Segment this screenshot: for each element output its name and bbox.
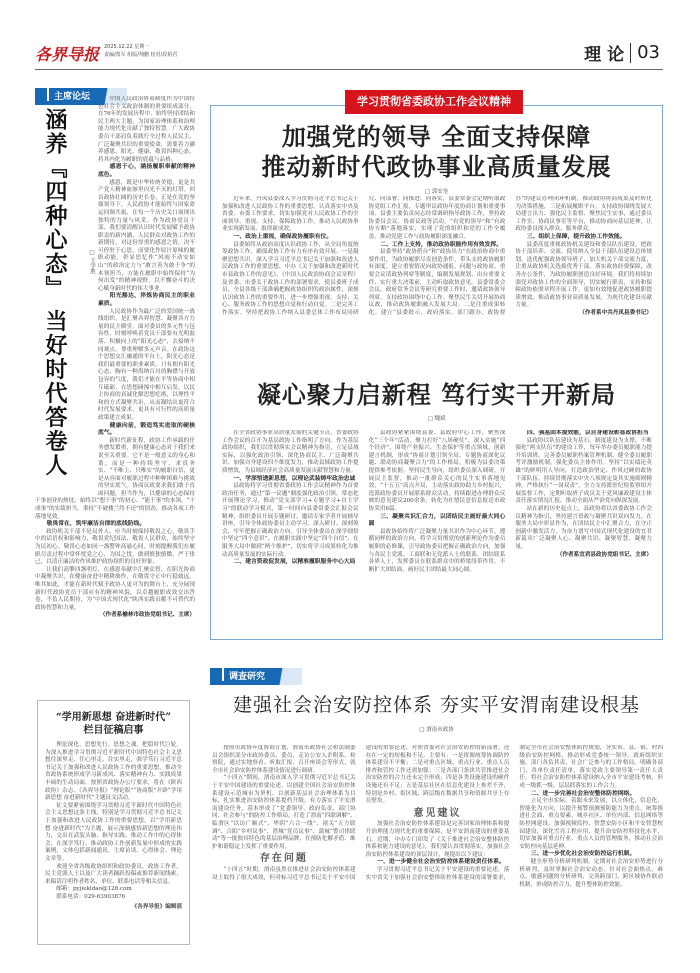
subheading: 三、凝聚共识汇合力，以团结民主画好最大同心圆 [368,513,506,528]
paragraph: 学习贯彻习近平总书记关于平安建设的重要论述，落实中省关于加强社会治安整体防控体系建设的部署要求，制定全市社会治安整体防控规划，夯实市、县、镇、村四级治安防控网格，推动形成党委统一领导、政府组织实施、部门各负其责、社会广泛参与的工作格局。明确各部门、各单位责任清单，落实党政主要领导第一责任人责任，将社会治安防控体系建设纳入全市平安建设考核，形成一级抓一级、层层抓落实的工作合力。 [365,745,663,881]
article-title: 涵养『四种心态』 当好时代答卷人 [42,108,68,478]
article1-body [222,196,652,374]
article3-body [212,745,663,967]
notice-phone: 联系电话：029-63903876 [56,893,126,900]
paragraph: 欢迎全省各级政协组织和政协委员、政协工作者、民主党派人士以及广大读者踊跃投稿或推荐新闻线索，来稿请注明作者姓名、单位、联系电话等相关信息。 [45,863,182,885]
article3-header [210,690,663,733]
article3-title: 建强社会治安防控体系 夯实平安渭南建设根基 [232,694,641,716]
subheading: 一、学深悟透新思想，以理论武装铸牢政治忠诚 [233,475,356,482]
article-body [35,96,195,666]
paragraph: 在全省政协事业高质量发展的关键节点，省委政协工作会议的召开为基层政协工作指明了方向。作为基层政协组织，我们以贯彻落实会议精神为指引，立足县域实际，以强化政治引领、深化协商民主、广泛凝聚共识、加强自身建设四个维度发力，推动县域政协工作提质增效，为县域经济社会高质量发展贡献智慧和力量。 [222,430,359,474]
article1-title-line2: 推动新时代政协事业高质量发展 [261,152,612,181]
article2-header [215,380,658,422]
notice-body [45,742,182,886]
section-heading: 存在问题 [259,853,308,865]
paragraph: 县委坚持“政协搭台”和“政协出力”在政治协商中重要作用，为政协履职尽责创造条件，带头支持政协履职有深度。建立重要情况向政协通报、问题与政协商、重要会议请政协列席等制度，编制发展规划、出台重要文件、实行重大决策前，主动听取政协意见。县委常委会会议、政府常务会议等研究重要工作时，邀请政协领导列席，支持政协围绕中心工作、聚焦民生关切开展协商议政，推动政协履职融入发展大局。二是注重成果转化。建立“县委批示、政府落实、部门跟办、政协督办”的建议办理闭环机制，推动政协协商成果及时转化为决策措施。三是拓展履职平台，支持政协围绕发展大局建言出力、强化民主监督、聚焦民生实事，通过委员工作室、协商议事室等平台，推动协商向基层延伸，让政协委员深入群众、服务群众。 [368,196,652,316]
subheading: 一、政治上重视，确保政协履职有位。 [233,233,333,240]
paragraph: 近年来，丹凤县委深入学习贯彻习近平总书记关于加强和改进人民政协工作的重要思想，认真落实中央及省委、市委工作要求，切实加强党对人民政协工作的全面领导，重视、支持、保障政协工作，推动人民政协事业实现新发展、取得新成效。 [222,196,359,233]
paragraph: 理论深化，思想先行。思想之魂，把稳时代巨轮。为深入推进学习贯彻习近平新时代中国特色社会主义思想往深里走、往心里走、往实里走，强学笃行习近平总书记关于加强和改进人民政协工作的重要思想，推动全省政协系统形成学习新成风、落实精神有力、实践成果丰硕的生动局面，按照省政协办公厅要求，将在《陕西政协》杂志、《各界导报》“理论版”“协商版”开辟“学用新思想 奋进新时代”主题征文活动。 [45,742,182,802]
paragraph: 让我们高擎四盏明灯，在感恩奉献中汇聚众智，在阳光协商中凝聚共识，在健康奋进中精耕细作，在敬畏守正中行稳致远。唯其如此，才能在新时代赋予政协人更可为的舞台上，充分展现新时代政协党员干部应有的精神风貌，以卓越履职成效交出答卷，不负人民期待，为“中国式现代化”陕西实践贡献不可替代的政协智慧和力量。 [35,566,195,611]
masthead-logo: 各界导报 [35,45,100,64]
section-heading: 意见建议 [413,807,462,819]
subheading: 三、进一步优化社会治安防控运行机制。 [530,851,636,858]
article2-body [222,430,652,633]
article2-author: □ 魏斌 [427,416,446,422]
paragraph: 健全形势分析研判机制，定期对社会治安形势进行分析研判，及时掌握社会治安动态，针对社会面热点、难点、敏感问题的分析研判，完善跨部门、跨区域协作联动机制，形成防控合力，提升整体防控效能。 [519,858,663,888]
author-byline: （作者系榆林市政协党组书记、主席） [99,612,195,619]
subheading: 一、进一步健全社会治安防控体系建设责任体系。 [377,859,505,866]
paragraph: 按照市政协年度协商计划，渭南市政协社会和法制委员会组织部分市政协委员、委员，走访公安入企附系、检察院，通过实地察看、听取汇报、召开座谈会等形式，就全市社会治安防控体系建设情况进行调研。 [212,745,356,774]
feature-kicker: 学习贯彻省委政协工作会议精神 [345,90,523,114]
subheading: 二、建言资政促发展，以精准履职服务中心大局 [233,559,356,566]
section-name: 理 论 [584,45,625,65]
issue-date: 2025.12.22 星期一 [104,44,150,50]
author-byline: （作者系中共丹凤县委书记） [579,309,652,316]
call-for-papers-box [37,700,190,945]
paragraph: 立足全市实际，着眼未来发展，以立体化、信息化、智能化为方向，以提升预警预测预防能力为重点，统筹推进社会面、重点要素、城乡社区、单位内部、信息网络等防控网建设，加强视频监控、智慧安防小区和平安智慧校园建设，深化雪亮工程应用，提升治安防控科技化水平，切实加强对重点行业、重点人员的管理服务，推动社会治安防控向基层延伸。 [519,798,663,850]
subheading: 二、工作上支持，推动政协职能作用有效发挥。 [380,241,502,248]
subheading: 感恩于心，涵扬履职奉献的精神底色。 [98,164,195,178]
header-rule [35,69,663,70]
column-tag-research: 调查研究 [210,668,302,685]
float-spacer [35,96,98,491]
paragraph: 县政协紧紧围绕县委、县政府中心工作，聚焦深化“三个年”活动，聚力打好“八场硬仗”，深入实施“四个经济”，围绕产业振兴、生态保护等重点领域，创新建言机制，形成“协商计划引领全局、专题协商深化议题、联动协商凝聚合力”的工作格局，积极为县委决策提供参考依据。坚持民生导向，组织委员深入调研，开展民主监督，推动一批群众关心的民生实事落地见效，“十五五”高点开局，主动落实政协助力乡村振兴，选派政协委员开展联系群众活动，持续跟进办理群众反映的意见建议200余条，转化为社情民意信息报送市政协采用6篇。 [368,430,506,512]
paragraph: 政协机关干部不是局外人，应当时刻保持敬畏之心，敬畏手中的话语权和影响力，敬畏党纪国法，敬畏人民群众，始终坚守为民初心。敬畏心态如同一盏警钟高悬心间，时刻提醒我们在履职尽责过程中常怀忧党之心、为国之忧，做到慎独慎微、严于律己，以清正廉洁的作风维护政协组织的良好形象。 [35,528,195,566]
subheading: 二、进一步完善社会治安整体防控网络。 [530,790,636,797]
paragraph: “十四五”时期，渭南虽然在推进社会治安防控体系建设上取得了很大成效，但对标习近平总书记关于平安中国建设的重要论述，对照省委对社会治安防控的新部署，还存在一定的短板和不足。主要有：一是资源统筹协调防控体系建设不平衡；二是对重点区域、重点行业、重点人员排查和管控工作还需加强；三是各部门条块共管推进社会治安防控的合力还未完全形成；四是各类设施建设的硬件设施还有不足；五是基层社区在信息化建设上参差不齐，特别是乡村、街区域、跨层级在数据共享和资源共享上存在壁垒。 [212,745,510,881]
paragraph: 加强社会治安防控体系建设是完善国家治理体系和提升治理能力现代化的重要保障，是平安渭南建设的重要基石。近期，中办专门印发了《关于推进社会治安整体防控体系和能力建设的意见》，我们要认真贯彻落实，加强社会治安防控体系建设的顶层设计，现提出以下建议： [365,821,510,858]
notice-signature: 《各界导报》编辑部 [131,904,182,911]
notice-subtitle: 栏目征稿启事 [83,725,144,736]
paragraph: 征文要紧密围绕学习贯彻习近平新时代中国特色社会主义思想这条主线，特别是学习贯彻习近平总书记关于加强和改进人民政协工作的重要思想，以“学用新思想 奋进新时代”为主题，展示深刻感悟新思想的理论伟力，交出在武装头脑、指导实践、推动工作中的心得体会，在深学笃行、推动政协工作创新发展中形成的实践案例，文体包括新闻通讯、主席访谈、心得体会、理论文章等。 [45,802,182,862]
paragraph: 人民政协作为最广泛的爱国统一战线组织，是汇聚各界智慧、凝聚各方力量的民主殿堂。面对委员的多元性与包容性，时刻呼唤着党员干部要有光明磊落、积极向上的“阳光心态”，去接纳不同观点，尊重理解多元声音。在政协这个思想交汇融通的平台上，阳光心态是我们最重要的职业素质。只有拥有阳光心态，胸有一种海纳百川的胸襟与开放包容的气度，我们才能在平等协商中相互砥砺，在思想碰撞中相互启发，以民主协商的真诚化解思想疙瘩，以理性平和的方式凝聚共识，从而凝结出更符合时代发展要求、更具有可行性的高质量政策建言成果。 [98,308,195,421]
article3-author: □ 渭南市政协 [419,727,454,733]
masthead-meta [104,43,177,59]
article-author: □ 王学胜 [89,250,95,275]
subheading: 敬畏常在，筑牢廉洁自律的底线防线。 [46,521,146,528]
paragraph: 站在新的历史起点上，县政协将以省委政协工作会议精神为指引，坚持建言资政与凝聚共识双向发力，在服务大局中彰显作为，在团结民主中汇聚合力，在守正创新中激发活力，为奋力谱写中国式现代化建设的宜君新篇章广泛凝聚人心、凝聚共识、凝聚智慧、凝聚力量。 [515,505,652,550]
subheading: 三、组织上保障，提升政协工作效能。 [526,233,626,240]
subheading: 四、强基固本提效能，以自身建设彰显政协担当 [526,430,649,436]
page-number: 03 [637,42,660,63]
article1-title-line1: 加强党的领导 全面支持保障 [281,122,592,151]
paragraph: 县委高度重视政协机关建设和委员队伍建设，把政协干部培养、交流、使用纳入全县干部队伍建设总体规划，选优配强政协领导班子，加大机关干部交流力度，注重从政协机关选拔优秀干部。落实政协经费保障，改善办公条件，为政协履职创造良好环境。我们将持续加强党对政协工作的全面领导，切实履行职责，支持和保障政协依照章程开展工作，更加有效地促进政协履职提质增效，推动政协事业高质量发展，为现代化建设贡献力量。 [515,241,652,309]
paragraph: 县政协以队伍建设为基石，制度建设为支撑，不断强化“两支队伍”的建设工作，每年举办委员履职能力提升培训班，完善委员履职档案管理机制，健全委员履职考评激励机制，强化委员主体作用。坚持“以实绩论英雄”的鲜明用人导向，打造政治坚定、作风过硬的政协干部队伍。持续贯彻落实中央八项规定及其实施细则精神，严格执行“一岗双责”，全力支持派驻纪检监察组开展监督工作，定期听取班子成员关于党风廉政建设主体责任落实情况汇报，推动全面从严治党向纵深发展。 [515,437,652,505]
subheading: 阳光豁达，淬炼协商民主的职业素质。 [98,293,195,308]
notice-title: “学用新思想 奋进新时代” [56,712,171,723]
editorial-staff: 责编/贾军 组版/翔鹏 校对/段裕君 [104,52,178,58]
paragraph: 新时代新征程，政协工作承载的任务愈发繁重，拥有健康心态对于我们来说至关重要。它不是一般意义的身心和谐，而是一种持续坚守、求真务实、“不唯上、只唯实”的履职自信，更是从容面对履职过程中种种困难与挑战的坚实底气。协商议政要求我们敢于直面问题，担当作为，以健康的心态保持干事创业的热忱，始终以“想干事”的初心、“能干事”的本领、“干成事”的实绩担当，秉持“不破楼兰终不还”的韧劲，推动各项工作落地见效。 [35,437,195,520]
article1-header [215,122,658,195]
page-section [584,40,660,65]
author-byline: （作者系宜君县政协党组书记、主席） [556,551,652,558]
divider [630,43,631,63]
paragraph: “十四五”期间，渭南市深入学习贯彻习近平总书记关于平安中国建设的重要论述，以创建全国社会治安防控体系建设示范城市为契机，以创新基层社会治理体系为目标，扎实推进治安防控体系提档升级，有力落实了平安渭南建设任务，基本形成了“党委领导、政府负责、部门协同、社会参与”的防控工作格局，打造了渭南“四联调解”、临渭区“以访广顺式”、华阴“六合一线”、潼关“五方联调”、合阳“乡村议事”、澄城“党员议事”、蒲城“警司律联动”等一批独具特色的基层治理品牌，在预防化解矛盾、维护和谐稳定上发挥了重要作用。 [212,775,356,850]
column-tag: 主席论坛 [35,88,127,105]
subheading: 健康向前，锻造笃实进取的硬核底气。 [98,422,195,437]
paragraph: 中国人民政治协商制度作为中国特色社会主义政治体制的重要组成部分，在76年的发展历程中，始终坚持团结和民主两大主题，为国家治理体系和治理能力现代化贡献了独特智慧。广大政协委员干部肩负着践行全过程人民民主、广泛凝聚共识的重要使命，需要着力涵养感恩、阳光、健康、敬畏四种心态，将其内化为履职的底蕴与品格。 [98,96,195,163]
notice-email[interactable]: 邮箱：pyjiekldao@126.com [56,886,132,893]
paragraph: 县政协将学习贯彻省委政协工作会议精神作为首要政治任务，通过“第一议题”制度强化政治引领，常态化开展理论学习，推动“党支部学习+专题学习+自主学习”的联动学习模式，第一时间向县委常委会汇报会议精神，组织委员开展专题研讨，邀请专家学者开展辅导讲座，引导全体政协委员主动学习、深入研讨、深刻领会，牢牢把握正确政治方向，引导全体委员在深学细悟中坚定“四个意识”、在履职实践中坚定“四个自信”、在服务大局中做到“两个维护”，切实将学习成果转化为推动高质量发展的实际行动。 [222,483,359,558]
paragraph: 感恩，既是中华传统美德，更是共产党人精神血脉里闪光不灭的灯塔。回首政协壮阔的历史长卷，正是在党的坚强领导下，人民政协才能始终与国家命运同频共振，在每一个历史关口展现出独特的力量与风采。作为政协党员干部，我们要清醒认识时代发展赋予政协职责的新内涵，人民群众对政协工作的新期待，对这份厚重的感恩之情，决不可停驻于心思，而要化作原汁原味的履职动能，彰显思忆作“风雨不动安如山”的政治定力与“敢言善为敢于争”的本领担当，方能在履职中始终保持“为何出发”的精神视野，以不懈奋斗的决心赋身新时代的伟大事业。 [98,179,195,292]
article1-author: □ 郭安奎 [424,189,449,195]
article2-title: 凝心聚力启新程 笃行实干开新局 [256,380,617,409]
paragraph: 县政协始终将广泛凝聚力量共识作为中心环节，遵循同样的政治方向，将学习贯彻党的创新理论作为委员履职的必修课，引导政协委员把握正确政治方向，加强与各民主党派、工商联和无党派人士的联系，团结联系各界人士，发挥委员在联系群众中的桥梁纽带作用，不断扩大团结面，画好民主团结最大同心圆。 [368,528,506,573]
paragraph: 县委始终从政治高度认识政协工作，从全局角度统筹政协工作，确保政协工作有力有序有效开展。一是凝聚思想共识。深入学习习近平总书记关于加强和改进人民政协工作的重要思想，中办《关于加强和改进新时代市县政协工作的意见》、《中国人民政治协商会议章程》及省委、市委关于政协工作的部署要求，使县委班子成员、全县各级干部准确把握政协组织的政治属性，深刻认识政协工作的重要作用，进一步增强重视、支持、关心、服务政协工作的思想自觉和行动自觉。二是完善工作落实。坚持把政协工作纳入县委总体工作布局同研究、同部署、同推进、同落实，县委常委会定期听取政协党组工作汇报，专题审议政协年度协商计划和重要事项。县委主要负责同志经常调研指导政协工作，坚持政协委员会议、协商议政等活动，“有党的领导”和“有政协方略”落地落实，实现了党的组织和党的工作全覆盖，推动党建工作与政协履职深度融合。 [222,196,506,316]
